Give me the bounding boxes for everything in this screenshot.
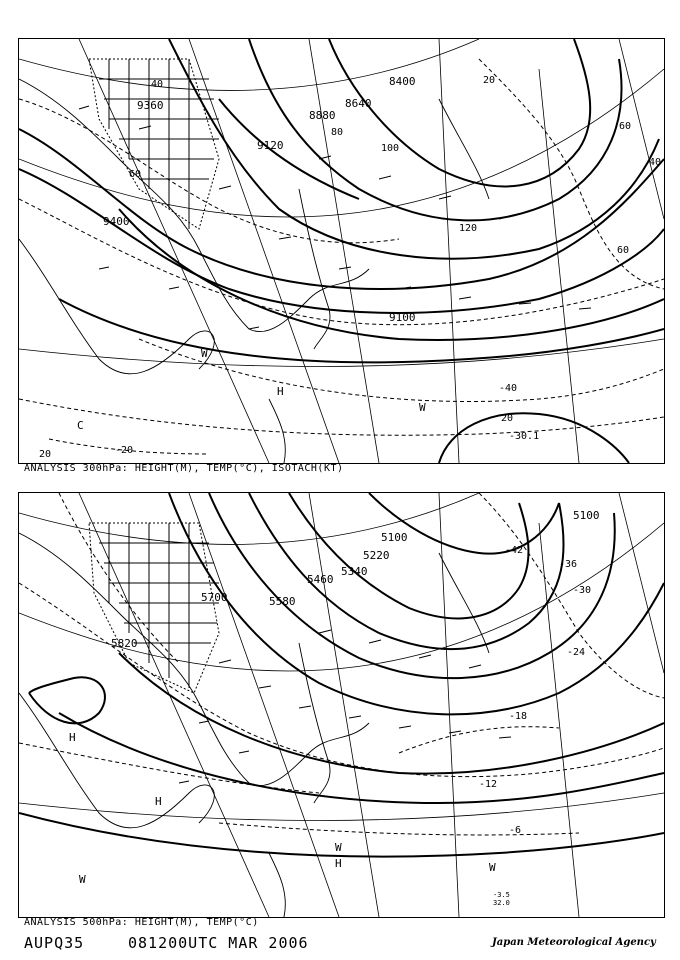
isotach-label: 20 [39,449,52,460]
temp-label: -6 [509,825,522,836]
pressure-center-label: C [77,419,84,432]
pressure-center-label: H [277,385,284,398]
temp-label: -24 [567,647,586,658]
caption-300hpa: ANALYSIS 300hPa: HEIGHT(M), TEMP(°C), ISOTACH(KT) [24,463,344,474]
temp-label: -30.1 [509,431,540,442]
pressure-center-label: W [489,861,496,874]
temp-label: -12 [479,779,498,790]
isotach-label: 20 [483,75,496,86]
isotachs [19,59,664,454]
height-label: 5220 [363,549,390,562]
height-label: 9400 [103,215,130,228]
height-label: 5580 [269,595,296,608]
height-label: 5340 [341,565,368,578]
bulletin-code: AUPQ35 [24,934,85,952]
pressure-center-label: H [155,795,162,808]
map-panel-500hpa [18,492,665,918]
height-label: 9120 [257,139,284,152]
temp-label: -36 [559,559,578,570]
temp-label: -18 [509,711,528,722]
height-label: 8640 [345,97,372,110]
isotach-label: 40 [649,157,662,168]
isotach-label: 60 [619,121,632,132]
isotach-label: 80 [331,127,344,138]
temp-label: -42 [505,545,524,556]
latlon-grid [19,39,664,463]
bulletin-time: 081200UTC MAR 2006 [128,934,309,952]
temp-label: -20 [115,445,134,456]
temp-label: -40 [499,383,518,394]
height-label: 8880 [309,109,336,122]
isotherms [19,493,664,835]
height-label: 9100 [389,311,416,324]
height-label: 5820 [111,637,138,650]
pressure-center-label: W [419,401,426,414]
height-contours [19,39,664,463]
isotach-label: 100 [381,143,400,154]
pressure-center-label: H [335,857,342,870]
pressure-center-label: W [201,347,208,360]
height-label: 8400 [389,75,416,88]
isotach-label: 20 [501,413,514,424]
pressure-center-label: H [69,731,76,744]
caption-500hpa: ANALYSIS 500hPa: HEIGHT(M), TEMP(°C) [24,917,259,928]
map-500hpa [19,493,664,917]
height-label: 5100 [573,509,600,522]
height-label: 5700 [201,591,228,604]
pressure-center-label: W [335,841,342,854]
height-label: 9360 [137,99,164,112]
hatched-region [89,523,219,693]
pressure-center-label: W [79,873,86,886]
height-label: 5460 [307,573,334,586]
isotach-label: 60 [129,169,142,180]
map-panel-300hpa [18,38,665,464]
temp-label: -30 [573,585,592,596]
isotach-label: 120 [459,223,478,234]
agency-name: Japan Meteorological Agency [492,937,656,948]
wind-barbs [179,630,511,783]
map-300hpa [19,39,664,463]
station-value: 32.0 [493,899,510,907]
station-value: -3.5 [493,891,510,899]
isotach-label: 40 [151,79,164,90]
coastlines [19,533,489,917]
height-label: 5100 [381,531,408,544]
isotach-label: 60 [617,245,630,256]
